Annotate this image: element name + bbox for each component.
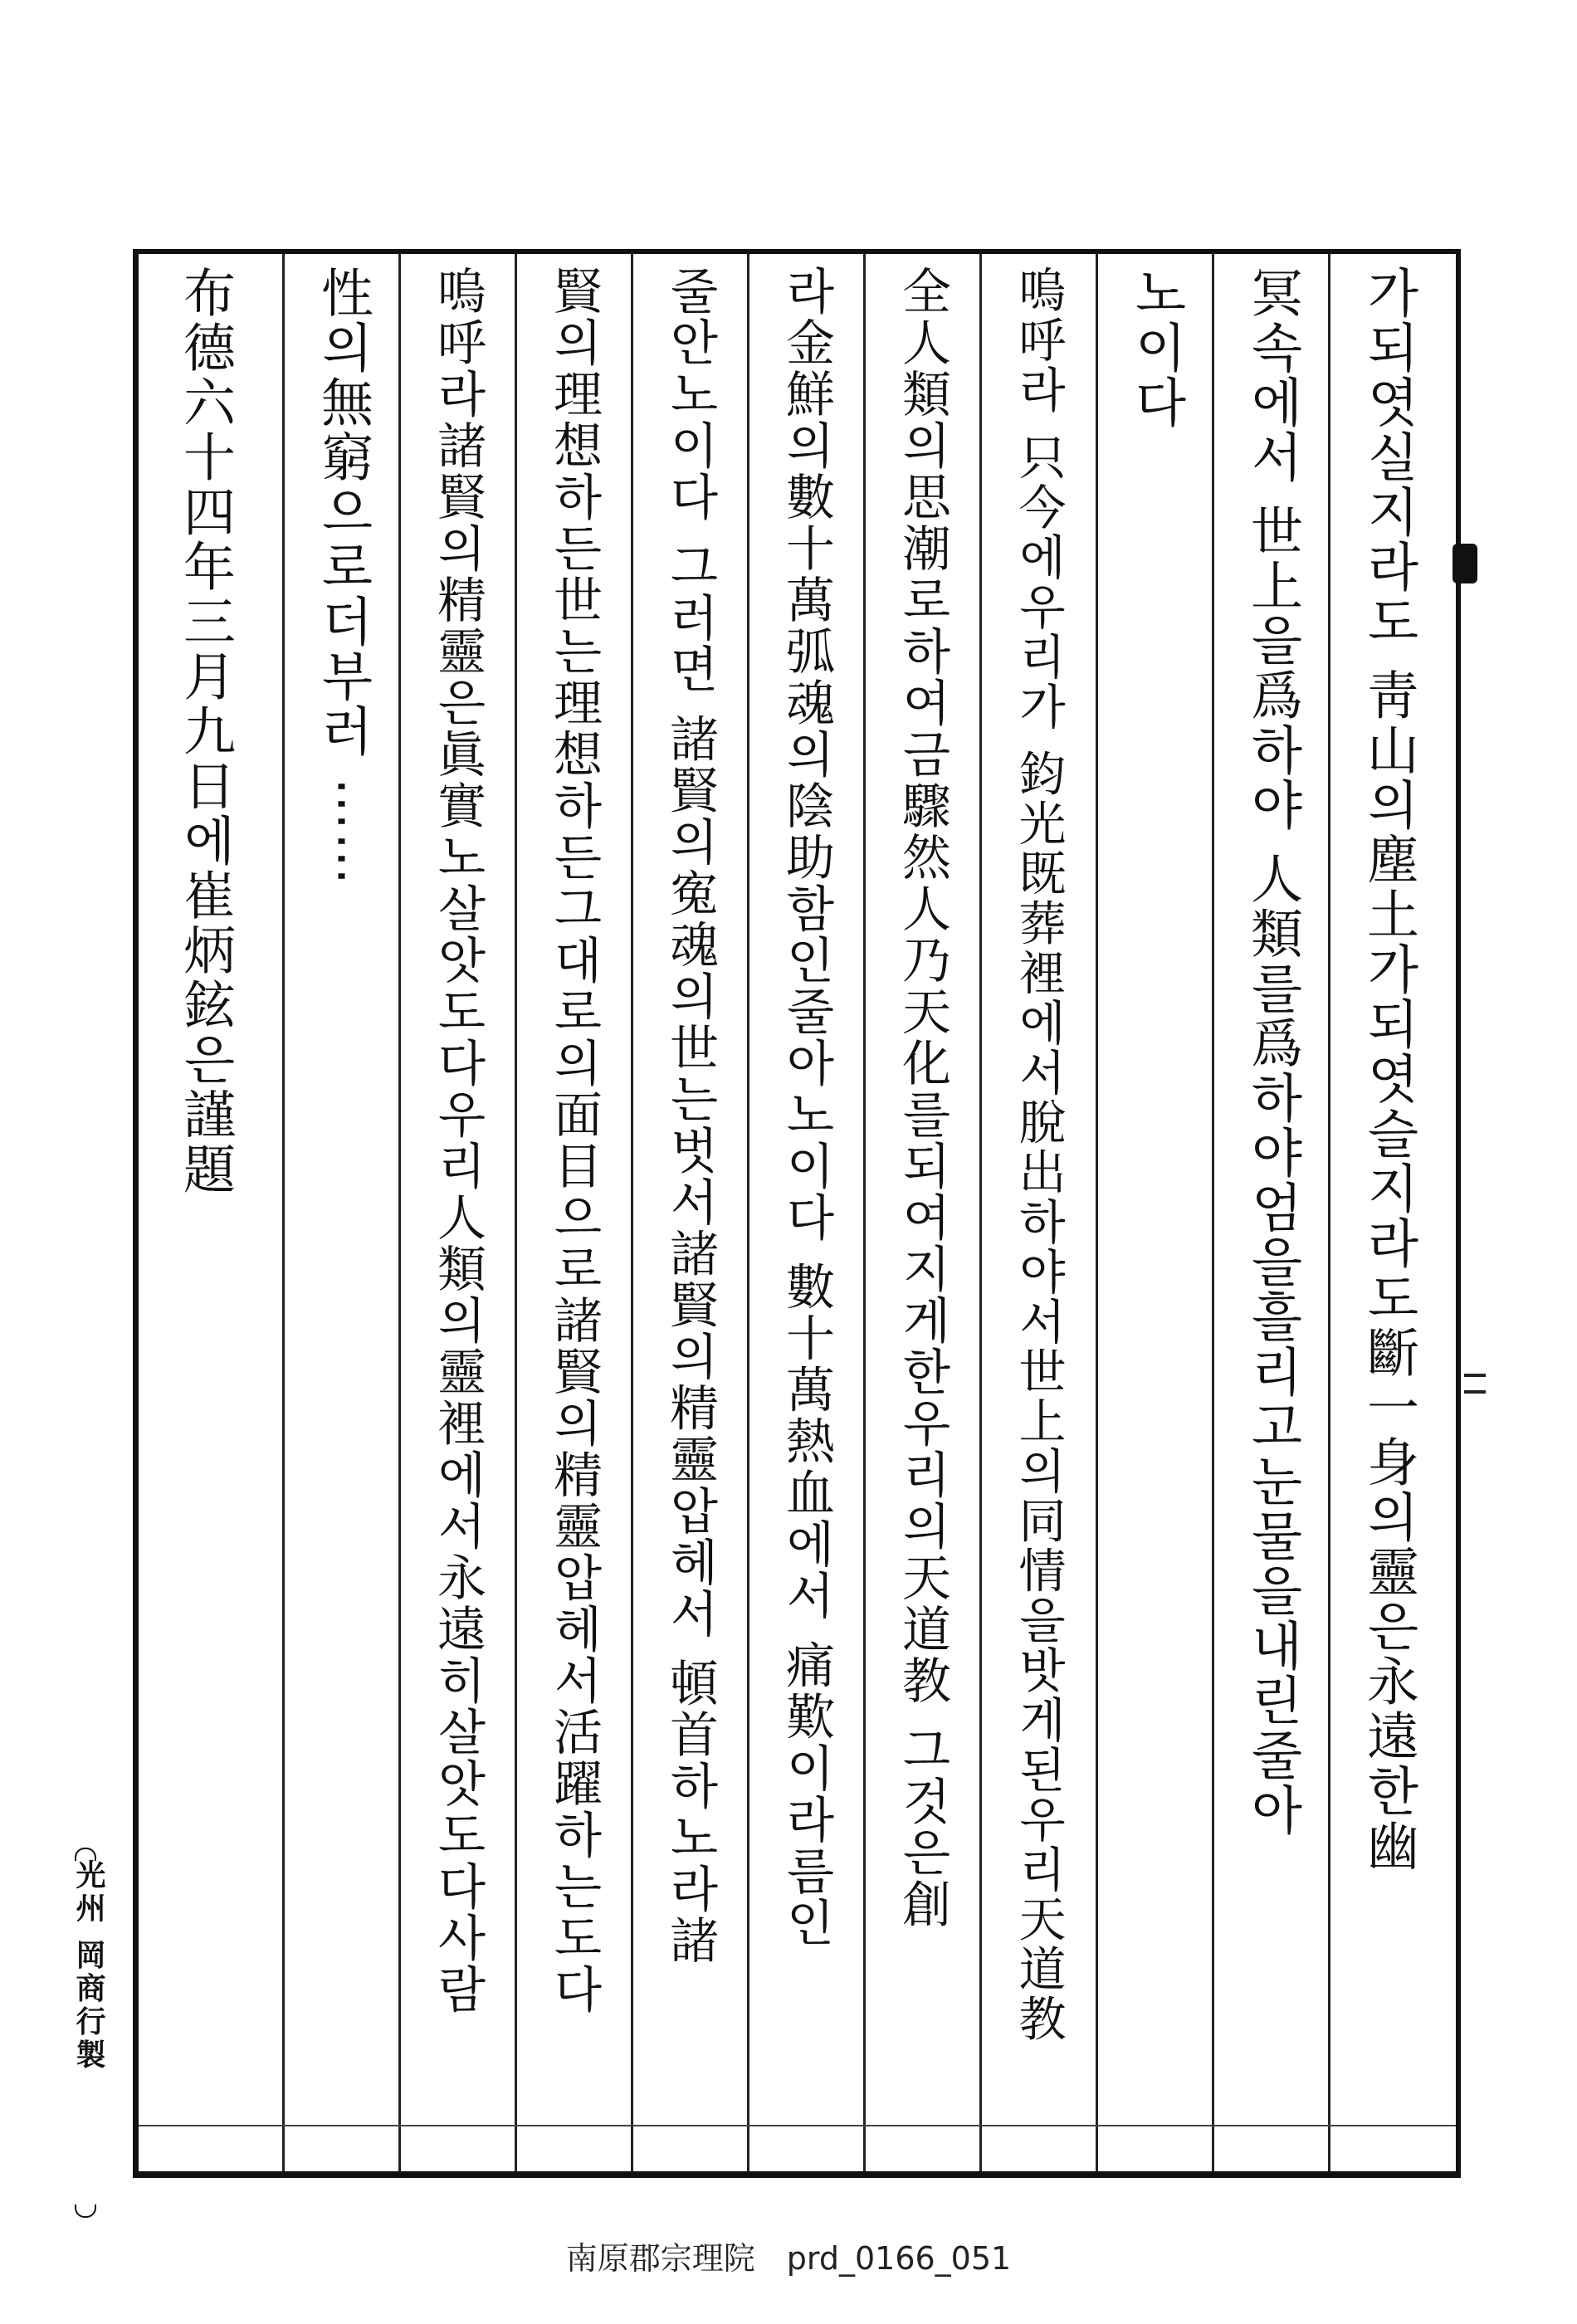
column-rule (863, 254, 866, 2171)
sheet-border-right (1456, 249, 1461, 2178)
sheet-border-top (133, 249, 1461, 254)
text-column-6: 라金鮮의數十萬弧魂의陰助함인줄아노이다 數十萬熱血에서 痛歎이라름인 (778, 266, 835, 1949)
binding-tick (1464, 1390, 1486, 1394)
column-rule (1212, 254, 1214, 2171)
text-column-7: 줄안노이다 그러면 諸賢의寃魂의世는벗서諸賢의精靈압헤서 頓首하노라諸 (662, 266, 719, 1967)
column-rule (979, 254, 982, 2171)
text-column-5: 全人類의思潮로하여금驟然人乃天化를되여지게한우리의天道教 그것은創 (894, 266, 951, 1931)
column-rule (282, 254, 285, 2171)
printer-imprint: 光州 岡商行製 (71, 1859, 106, 2073)
sheet-border-bottom (133, 2171, 1461, 2178)
text-column-10: 性의無窮으로더부러 ⋯⋯ (313, 266, 374, 888)
binding-tick (1464, 1374, 1486, 1377)
column-rule (1328, 254, 1330, 2171)
column-rule (515, 254, 517, 2171)
column-rule (398, 254, 401, 2171)
manuscript-sheet (133, 249, 1461, 2183)
column-rule (631, 254, 633, 2171)
text-column-1: 가되엿실지라도 靑山의塵土가되엿슬지라도斷一身의靈은永遠한幽 (1359, 266, 1419, 1874)
text-column-3: 노이다 (1126, 266, 1187, 430)
text-column-4: 嗚呼라 只今에우리가 鈞光既葬裡에서脫出하야서世上의同情을밧게된우리天道教 (1011, 266, 1066, 2044)
text-column-8: 賢의理想하든世는理想하든그대로의面目으로諸賢의精靈압헤서活躍하는도다 (545, 266, 603, 2015)
imprint-bracket-bottom (75, 2204, 96, 2218)
text-column-9: 嗚呼라諸賢의精靈은眞實노살앗도다우리人類의靈裡에서永遠히살앗도다사람 (429, 266, 486, 2015)
archive-caption: 南原郡宗理院 prd_0166_051 (565, 2240, 1012, 2277)
sheet-border-left (133, 249, 139, 2178)
binding-mark (1452, 544, 1477, 583)
text-column-signature: 布德六十四年三月九日에崔炳鉉은謹題 (175, 266, 236, 1197)
column-rule (1096, 254, 1098, 2171)
column-rule (747, 254, 749, 2171)
text-column-2: 冥속에서 世上을爲하야 人類를爲하야엄을흘리고눈물을내린줄아 (1243, 266, 1303, 1838)
